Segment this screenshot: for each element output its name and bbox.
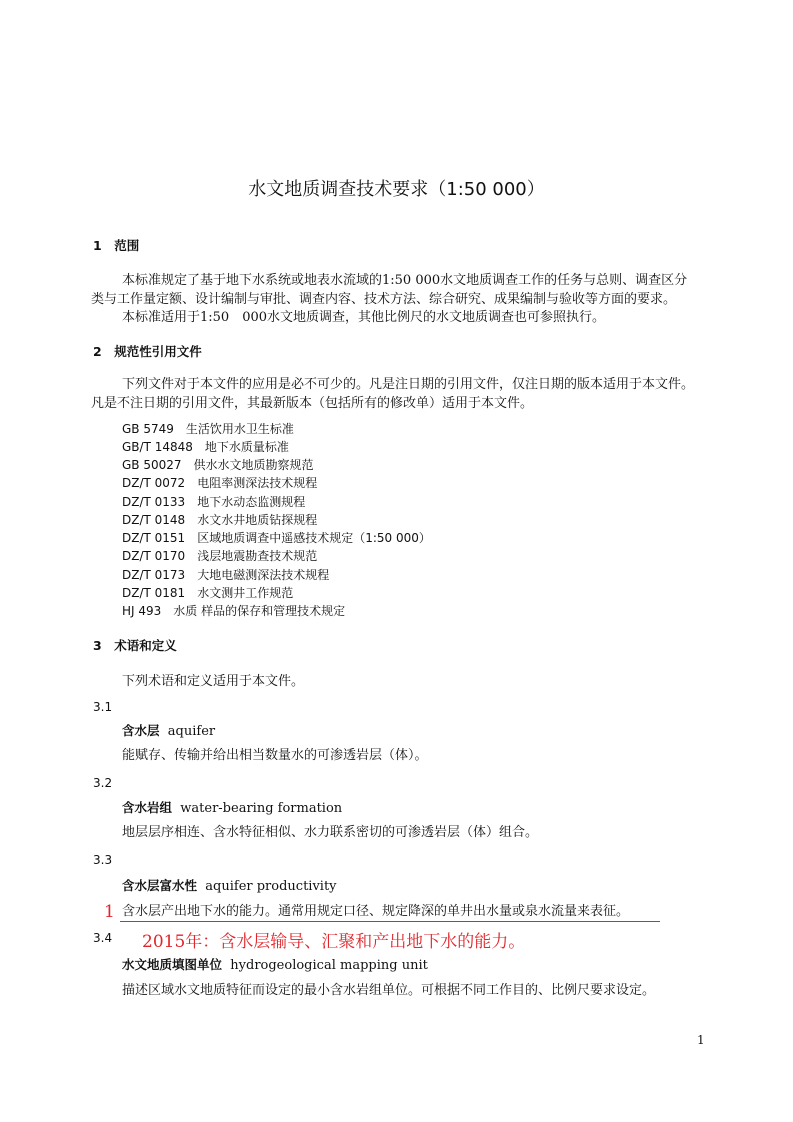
- reference-item: HJ 493 水质 样品的保存和管理技术规定: [122, 604, 346, 618]
- term-number: 3.3: [93, 853, 113, 867]
- reference-item: DZ/T 0072 电阻率测深法技术规程: [122, 476, 318, 490]
- reference-item: DZ/T 0151 区域地质调查中遥感技术规定（1:50 000）: [122, 531, 431, 545]
- reference-item: DZ/T 0133 地下水动态监测规程: [122, 495, 306, 509]
- reference-item: GB/T 14848 地下水质量标准: [122, 440, 289, 454]
- term-title: 含水岩组 water-bearing formation: [122, 800, 343, 816]
- page-title: 水文地质调查技术要求（1:50 000）: [248, 179, 545, 200]
- annotation-marker: 1: [104, 902, 115, 922]
- reference-item: GB 5749 生活饮用水卫生标准: [122, 422, 294, 436]
- section-2-heading: 2 规范性引用文件: [93, 344, 202, 359]
- reference-item: DZ/T 0173 大地电磁测深法技术规程: [122, 568, 330, 582]
- paragraph: 本标准适用于1:50 000水文地质调查，其他比例尺的水文地质调查也可参照执行。: [122, 310, 606, 325]
- section-3-heading: 3 术语和定义: [93, 638, 177, 653]
- reference-item: GB 50027 供水水文地质勘察规范: [122, 458, 314, 472]
- annotation-underline: [120, 921, 660, 922]
- paragraph: 凡是不注日期的引用文件，其最新版本（包括所有的修改单）适用于本文件。: [91, 396, 534, 411]
- reference-item: DZ/T 0181 水文测井工作规范: [122, 586, 294, 600]
- reference-item: DZ/T 0148 水文水井地质钻探规程: [122, 513, 318, 527]
- term-title: 水文地质填图单位 hydrogeological mapping unit: [122, 957, 428, 973]
- term-definition: 描述区域水文地质特征而设定的最小含水岩组单位。可根据不同工作目的、比例尺要求设定。: [122, 983, 656, 998]
- term-number: 3.1: [93, 700, 113, 714]
- annotation-note: 2015年：含水层输导、汇聚和产出地下水的能力。: [142, 932, 526, 952]
- term-definition: 地层层序相连、含水特征相似、水力联系密切的可渗透岩层（体）组合。: [122, 825, 539, 840]
- term-definition: 能赋存、传输并给出相当数量水的可渗透岩层（体）。: [122, 748, 428, 763]
- paragraph: 本标准规定了基于地下水系统或地表水流域的1:50 000水文地质调查工作的任务与总则、调查区分: [122, 273, 688, 288]
- paragraph: 类与工作量定额、设计编制与审批、调查内容、技术方法、综合研究、成果编制与验收等方面的要求。: [91, 292, 677, 307]
- term-definition: 含水层产出地下水的能力。通常用规定口径、规定降深的单井出水量或泉水流量来表征。: [122, 904, 630, 919]
- term-number: 3.4: [93, 931, 113, 945]
- reference-item: DZ/T 0170 浅层地震勘查技术规范: [122, 549, 318, 563]
- paragraph: 下列术语和定义适用于本文件。: [122, 674, 305, 689]
- term-title: 含水层 aquifer: [122, 723, 216, 739]
- term-number: 3.2: [93, 776, 113, 790]
- section-1-heading: 1 范围: [93, 238, 140, 253]
- paragraph: 下列文件对于本文件的应用是必不可少的。凡是注日期的引用文件，仅注日期的版本适用于本文件。: [122, 377, 695, 392]
- term-title: 含水层富水性 aquifer productivity: [122, 878, 337, 894]
- page-number: 1: [697, 1033, 705, 1047]
